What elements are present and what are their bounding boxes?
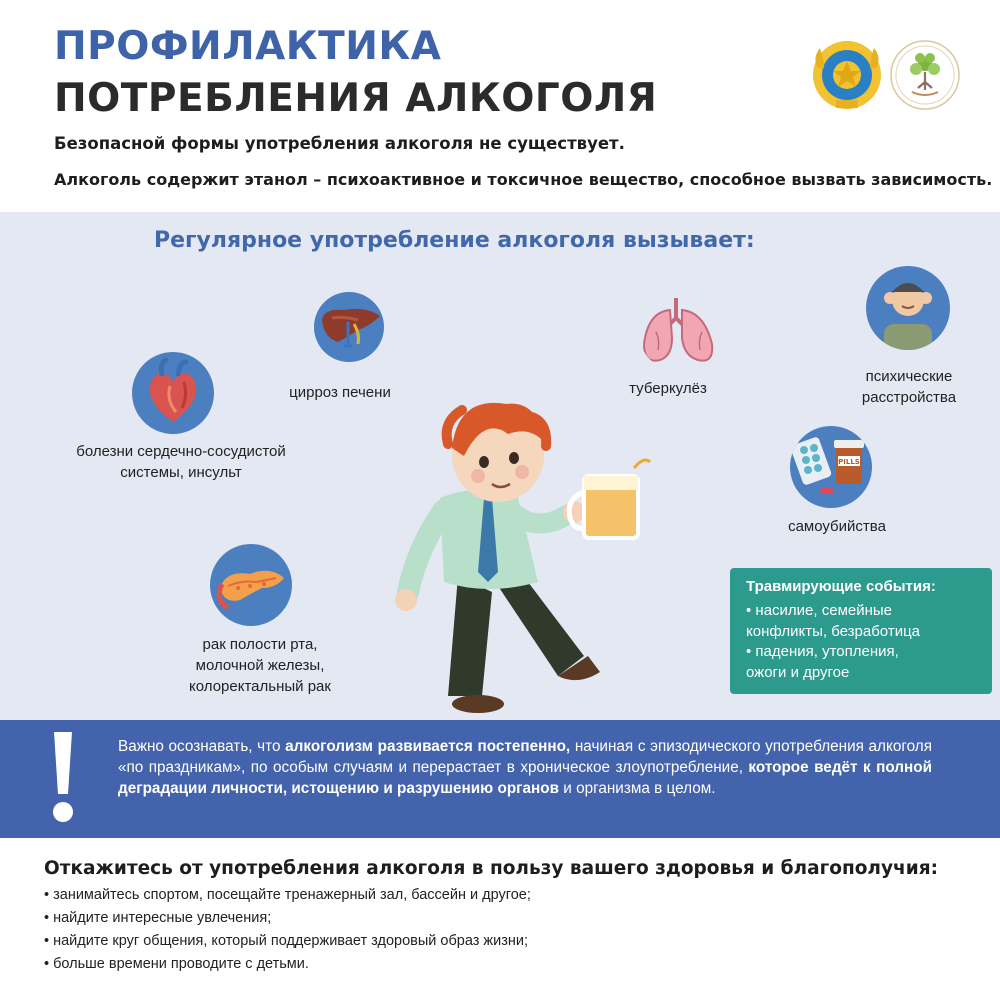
heart-icon <box>132 352 214 434</box>
mental-disorders-caption: психические расстройства <box>861 368 957 406</box>
intro-statement: Безопасной формы употребления алкоголя не существует. <box>54 134 625 153</box>
warning-text: Важно осознавать, что алкоголизм развивается постепенно, начиная с эпизодического употребления алкоголя «по праздникам», по особым случаям и перерастает в хроническое злоупотребление, которое ведёт к полной деградации личности, истощению и разрушению органов и организма в целом. <box>118 738 932 797</box>
warning-banner <box>0 720 1000 838</box>
drunk-boy-illustration <box>388 386 678 720</box>
trauma-line: • падения, утопления, <box>746 643 899 660</box>
trauma-line: ожоги и другое <box>746 663 850 681</box>
list-item: • занимайтесь спортом, посещайте тренажерный зал, бассейн и другое; <box>44 887 531 903</box>
advice-list <box>44 884 531 976</box>
health-org-tree-icon <box>888 38 962 112</box>
suicide-caption: самоубийства <box>788 518 886 535</box>
tuberculosis-caption: туберкулёз <box>629 380 707 397</box>
intro-ethanol-statement: Алкоголь содержит этанол – психоактивное и токсичное вещество, способное вызвать зависимость. <box>54 170 993 189</box>
liver-icon <box>314 292 384 362</box>
list-item: • больше времени проводите с детьми. <box>44 956 309 972</box>
exclamation-icon <box>52 726 74 826</box>
trauma-line: конфликты, безработица <box>746 622 921 640</box>
pills-icon <box>790 426 872 508</box>
trauma-events-box <box>730 568 992 694</box>
list-item: • найдите круг общения, который поддерживает здоровый образ жизни; <box>44 933 528 949</box>
page-title-line2: ПОТРЕБЛЕНИЯ АЛКОГОЛЯ <box>54 76 658 121</box>
list-item: • найдите интересные увлечения; <box>44 910 272 926</box>
headache-man-icon <box>866 266 950 350</box>
advice-title: Откажитесь от употребления алкоголя в пользу вашего здоровья и благополучия: <box>44 858 938 879</box>
liver-cirrhosis-caption: цирроз печени <box>289 384 391 401</box>
page-title-line1: ПРОФИЛАКТИКА <box>54 24 442 69</box>
heart-disease-caption: болезни сердечно-сосудистой системы, инсульт <box>76 443 286 481</box>
lungs-icon <box>638 288 722 372</box>
trauma-title: Травмирующие события: <box>746 578 936 595</box>
trauma-line: • насилие, семейные <box>746 602 893 619</box>
consequences-heading: Регулярное употребление алкоголя вызывает: <box>154 228 755 253</box>
state-emblem-icon <box>810 38 884 112</box>
cancer-caption: рак полости рта, молочной железы, колоректальный рак <box>189 636 331 695</box>
pancreas-icon <box>210 544 292 626</box>
svg-text:PILLS: PILLS <box>838 458 860 466</box>
